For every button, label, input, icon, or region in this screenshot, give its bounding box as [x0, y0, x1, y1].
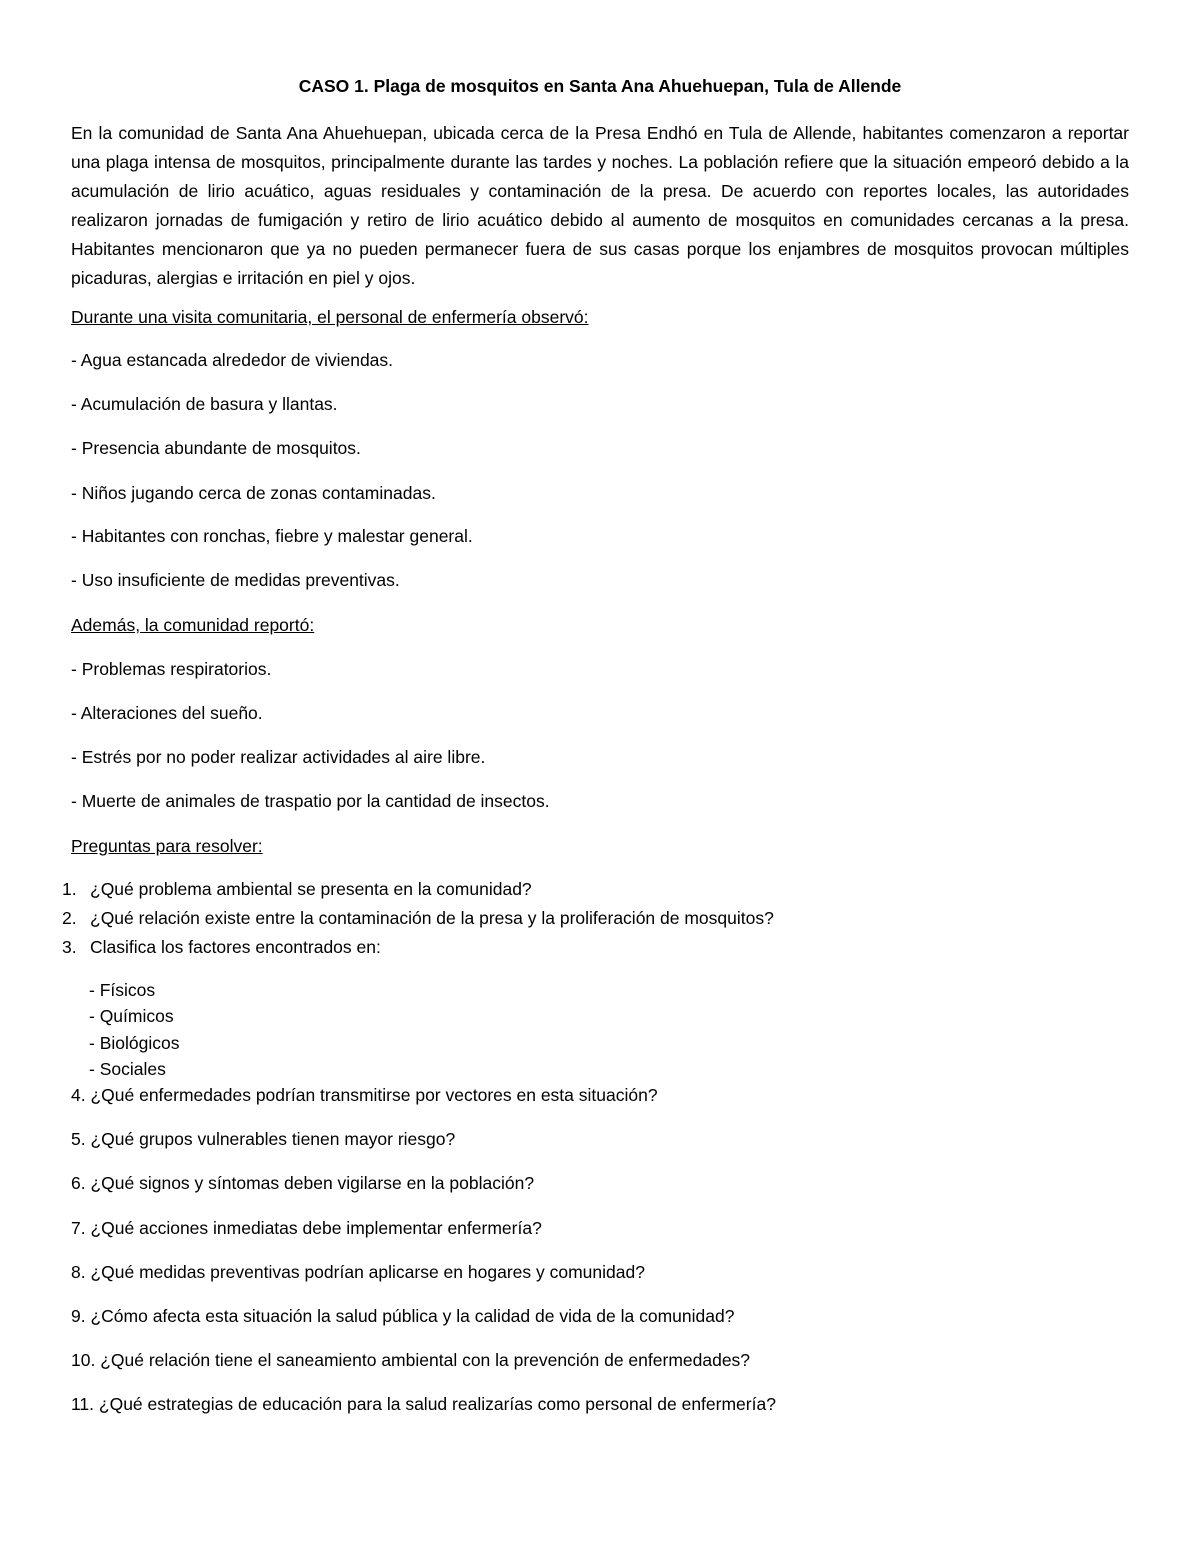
factor-item: - Químicos — [89, 1006, 174, 1026]
question-number: 3. — [62, 937, 77, 957]
factor-item: - Biológicos — [89, 1033, 180, 1053]
question-item — [62, 937, 381, 957]
document-title: CASO 1. Plaga de mosquitos en Santa Ana Ahuehuepan, Tula de Allende — [298, 76, 902, 96]
reported-item: - Muerte de animales de traspatio por la cantidad de insectos. — [71, 791, 550, 811]
question-text: ¿Qué problema ambiental se presenta en la comunidad? — [90, 879, 532, 899]
question-text: Clasifica los factores encontrados en: — [90, 937, 381, 957]
reported-item: - Alteraciones del sueño. — [71, 703, 263, 723]
questions-heading: Preguntas para resolver: — [71, 836, 263, 856]
question-item: 11. ¿Qué estrategias de educación para la salud realizarías como personal de enfermería? — [71, 1394, 776, 1414]
observed-item: - Habitantes con ronchas, fiebre y malestar general. — [71, 526, 473, 546]
question-item: 7. ¿Qué acciones inmediatas debe implementar enfermería? — [71, 1218, 542, 1238]
question-item: 9. ¿Cómo afecta esta situación la salud pública y la calidad de vida de la comunidad? — [71, 1306, 735, 1326]
observed-item: - Agua estancada alrededor de viviendas. — [71, 350, 394, 370]
question-item: 6. ¿Qué signos y síntomas deben vigilarse en la población? — [71, 1173, 535, 1193]
question-text: ¿Qué relación existe entre la contaminación de la presa y la proliferación de mosquitos? — [90, 908, 774, 928]
question-number: 1. — [62, 879, 77, 899]
observed-item: - Presencia abundante de mosquitos. — [71, 438, 361, 458]
question-item — [62, 908, 774, 928]
factor-item: - Sociales — [89, 1059, 166, 1079]
reported-heading: Además, la comunidad reportó: — [71, 615, 315, 635]
question-item — [62, 879, 532, 899]
question-number: 2. — [62, 908, 77, 928]
reported-item: - Estrés por no poder realizar actividades al aire libre. — [71, 747, 486, 767]
observed-item: - Niños jugando cerca de zonas contaminadas. — [71, 483, 436, 503]
question-item: 4. ¿Qué enfermedades podrían transmitirse por vectores en esta situación? — [71, 1085, 658, 1105]
observed-heading: Durante una visita comunitaria, el personal de enfermería observó: — [71, 307, 589, 327]
reported-item: - Problemas respiratorios. — [71, 659, 272, 679]
question-item: 8. ¿Qué medidas preventivas podrían aplicarse en hogares y comunidad? — [71, 1262, 645, 1282]
observed-item: - Acumulación de basura y llantas. — [71, 394, 338, 414]
factor-item: - Físicos — [89, 980, 156, 1000]
question-item: 10. ¿Qué relación tiene el saneamiento ambiental con la prevención de enfermedades? — [71, 1350, 751, 1370]
question-item: 5. ¿Qué grupos vulnerables tienen mayor riesgo? — [71, 1129, 456, 1149]
intro-paragraph: En la comunidad de Santa Ana Ahuehuepan, ubicada cerca de la Presa Endhó en Tula de Allende, habitantes comenzaron a reportar una plaga intensa de mosquitos, principalmente durante las tardes y noches. La población refiere que la situación empeoró debido a la acumulación de lirio acuático, aguas residuales y contaminación de la presa. De acuerdo con reportes locales, las autoridades realizaron jornadas de fumigación y retiro de lirio acuático debido al aumento de mosquitos en comunidades cercanas a la presa. Habitantes mencionaron que ya no pueden permanecer fuera de sus casas porque los enjambres de mosquitos provocan múltiples picaduras, alergias e irritación en piel y ojos. — [71, 123, 1129, 288]
observed-item: - Uso insuficiente de medidas preventivas. — [71, 570, 400, 590]
